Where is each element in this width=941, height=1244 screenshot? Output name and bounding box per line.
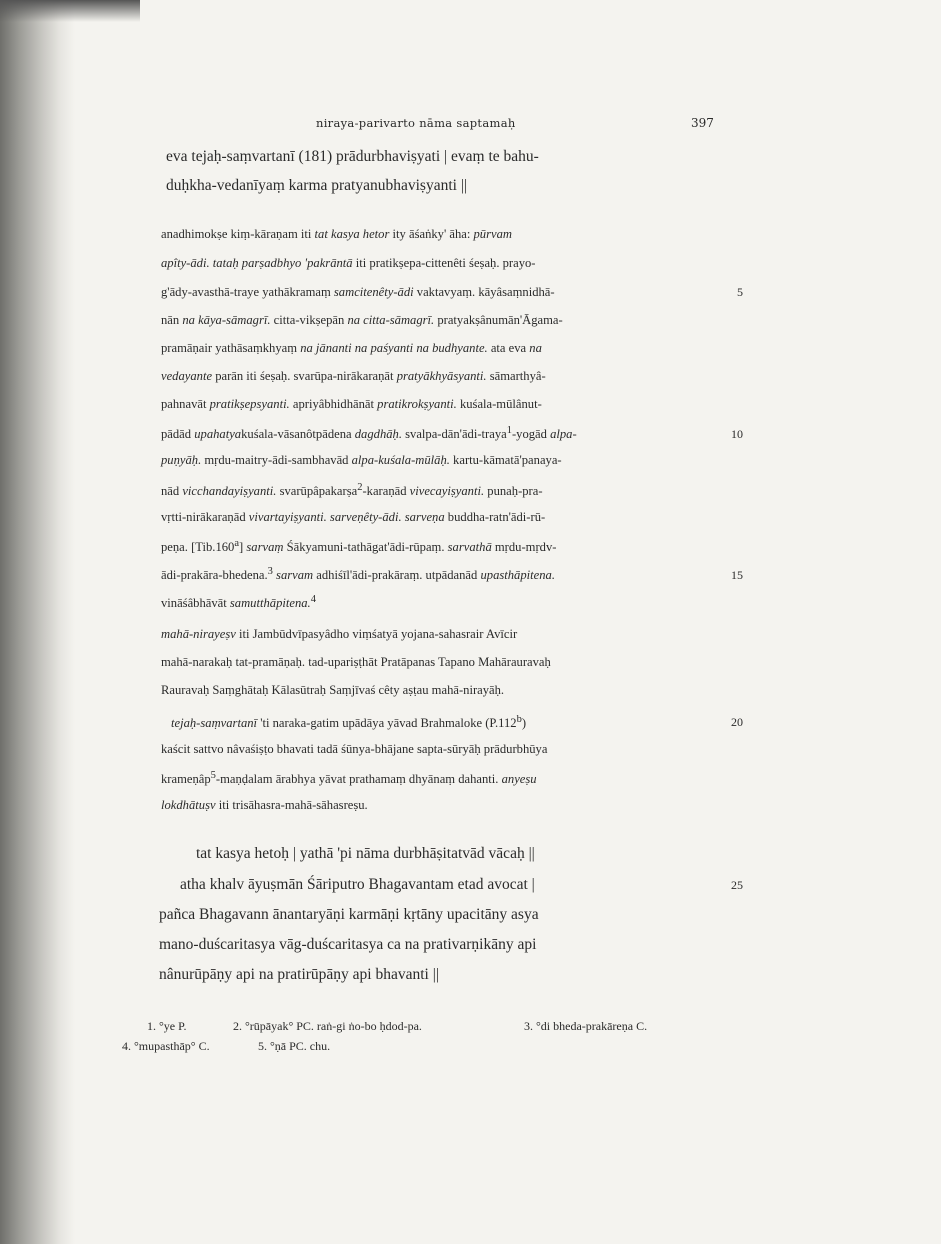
footnote-ref: 5 xyxy=(210,770,216,781)
footnote-ref: 4 xyxy=(310,594,316,605)
page-number: 397 xyxy=(691,116,714,130)
verse-line: eva tejaḥ-saṃvartanī (181) prādurbhaviṣyati | evaṃ te bahu- xyxy=(166,148,539,165)
footnote-ref: 3 xyxy=(267,566,273,577)
footnote: 3. °di bheda-prakāreṇa C. xyxy=(524,1019,648,1033)
footnote: 4. °mupasthāp° C. xyxy=(122,1039,210,1053)
commentary-line: pādād upahatyakuśala-vāsanôtpādena dagdhāḥ. svalpa-dān'ādi-traya$^1$-yogād alpa- xyxy=(161,425,577,442)
margin-line-number: 10 xyxy=(731,427,743,441)
commentary-line: vināśâbhāvāt samutthāpitena.$^4$ xyxy=(161,594,316,611)
commentary-line: pahnavāt pratikṣepsyanti. apriyâbhidhānāt pratikrokṣyanti. kuśala-mūlânut- xyxy=(161,397,542,411)
commentary-line: pramāṇair yathāsaṃkhyaṃ na jānanti na paśyanti na budhyante. ata eva na xyxy=(161,341,542,355)
commentary-line: g'ādy-avasthā-traye yathākramaṃ samcitenêty-ādi vaktavyaṃ. kāyâsaṃnidhā- xyxy=(161,285,555,299)
commentary-line: tejaḥ-saṃvartanī 'ti naraka-gatim upādāya yāvad Brahmaloke (P.112$^b$) xyxy=(171,714,527,731)
commentary-line: nān na kāya-sāmagrī. citta-vikṣepān na citta-sāmagrī. pratyakṣânumān'Āgama- xyxy=(161,313,563,327)
scan-edge-shadow xyxy=(0,0,140,22)
margin-line-number: 25 xyxy=(731,878,743,892)
commentary-line: kaścit sattvo nâvaśiṣṭo bhavati tadā śūnya-bhājane sapta-sūryāḥ prādurbhūya xyxy=(161,742,548,756)
footnote-ref: 2 xyxy=(357,482,363,493)
commentary-line: anadhimokṣe kiṃ-kāraṇam iti tat kasya hetor ity āśaṅky' āha: pūrvam xyxy=(161,227,512,241)
commentary-line: apîty-ādi. tataḥ parṣadbhyo 'pakrāntā iti pratikṣepa-cittenêti śeṣaḥ. prayo- xyxy=(161,256,536,270)
margin-line-number: 20 xyxy=(731,715,743,729)
footnote: 1. °ye P. xyxy=(147,1019,187,1033)
commentary-line: vedayante parān iti śeṣaḥ. svarūpa-nirākaraṇāt pratyākhyāsyanti. sāmarthyâ- xyxy=(161,369,546,383)
running-header-title: niraya-parivarto nāma saptamaḥ xyxy=(316,116,516,130)
verse-line: nânurūpāṇy api na pratirūpāṇy api bhavanti || xyxy=(159,966,439,983)
commentary-line: lokdhātuṣv iti trisāhasra-mahā-sāhasreṣu. xyxy=(161,798,368,812)
verse-line: atha khalv āyuṣmān Śāriputro Bhagavantam etad avocat | xyxy=(180,876,535,893)
commentary-line: Rauravaḥ Saṃghātaḥ Kālasūtraḥ Saṃjīvaś cêty aṣṭau mahā-nirayāḥ. xyxy=(161,683,505,697)
commentary-line: ādi-prakāra-bhedena.$^3$ sarvam adhiśīl'ādi-prakāraṃ. utpādanād upasthāpitena. xyxy=(161,566,555,583)
footnote: 5. °ṇā PC. chu. xyxy=(258,1039,331,1053)
commentary-line: mahā-narakaḥ tat-pramāṇaḥ. tad-upariṣṭhāt Pratāpanas Tapano Mahārauravaḥ xyxy=(161,655,551,669)
commentary-line: puṇyāḥ. mṛdu-maitry-ādi-sambhavād alpa-kuśala-mūlāḥ. kartu-kāmatā'panaya- xyxy=(161,453,562,467)
binding-shadow xyxy=(0,0,75,1244)
commentary-line: vṛtti-nirākaraṇād vivartayiṣyanti. sarveṇêty-ādi. sarveṇa buddha-ratn'ādi-rū- xyxy=(161,510,546,524)
commentary-line: peṇa. [Tib.160$^a$] sarvaṃ Śākyamuni-tathāgat'ādi-rūpaṃ. sarvathā mṛdu-mṛdv- xyxy=(161,538,557,555)
margin-line-number: 5 xyxy=(737,285,743,299)
commentary-line: krameṇâp$^5$-maṇḍalam ārabhya yāvat prathamaṃ dhyānaṃ dahanti. anyeṣu xyxy=(161,770,537,787)
verse-line: mano-duścaritasya vāg-duścaritasya ca na prativarṇikāny api xyxy=(159,936,537,953)
verse-line: duḥkha-vedanīyaṃ karma pratyanubhaviṣyanti || xyxy=(166,177,468,194)
verse-line: tat kasya hetoḥ | yathā 'pi nāma durbhāṣitatvād vācaḥ || xyxy=(196,845,535,862)
footnote: 2. °rūpāyak° PC. raṅ-gi ṅo-bo ḥdod-pa. xyxy=(233,1019,422,1033)
verse-line: pañca Bhagavann ānantaryāṇi karmāṇi kṛtāny upacitāny asya xyxy=(159,906,539,923)
margin-line-number: 15 xyxy=(731,568,743,582)
footnote-ref: 1 xyxy=(506,425,512,436)
commentary-line: mahā-nirayeṣv iti Jambūdvīpasyâdho viṃśatyā yojana-sahasrair Avīcir xyxy=(161,627,518,641)
commentary-line: nād vicchandayiṣyanti. svarūpâpakarṣa$^2$-karaṇād vivecayiṣyanti. punaḥ-pra- xyxy=(161,482,543,499)
